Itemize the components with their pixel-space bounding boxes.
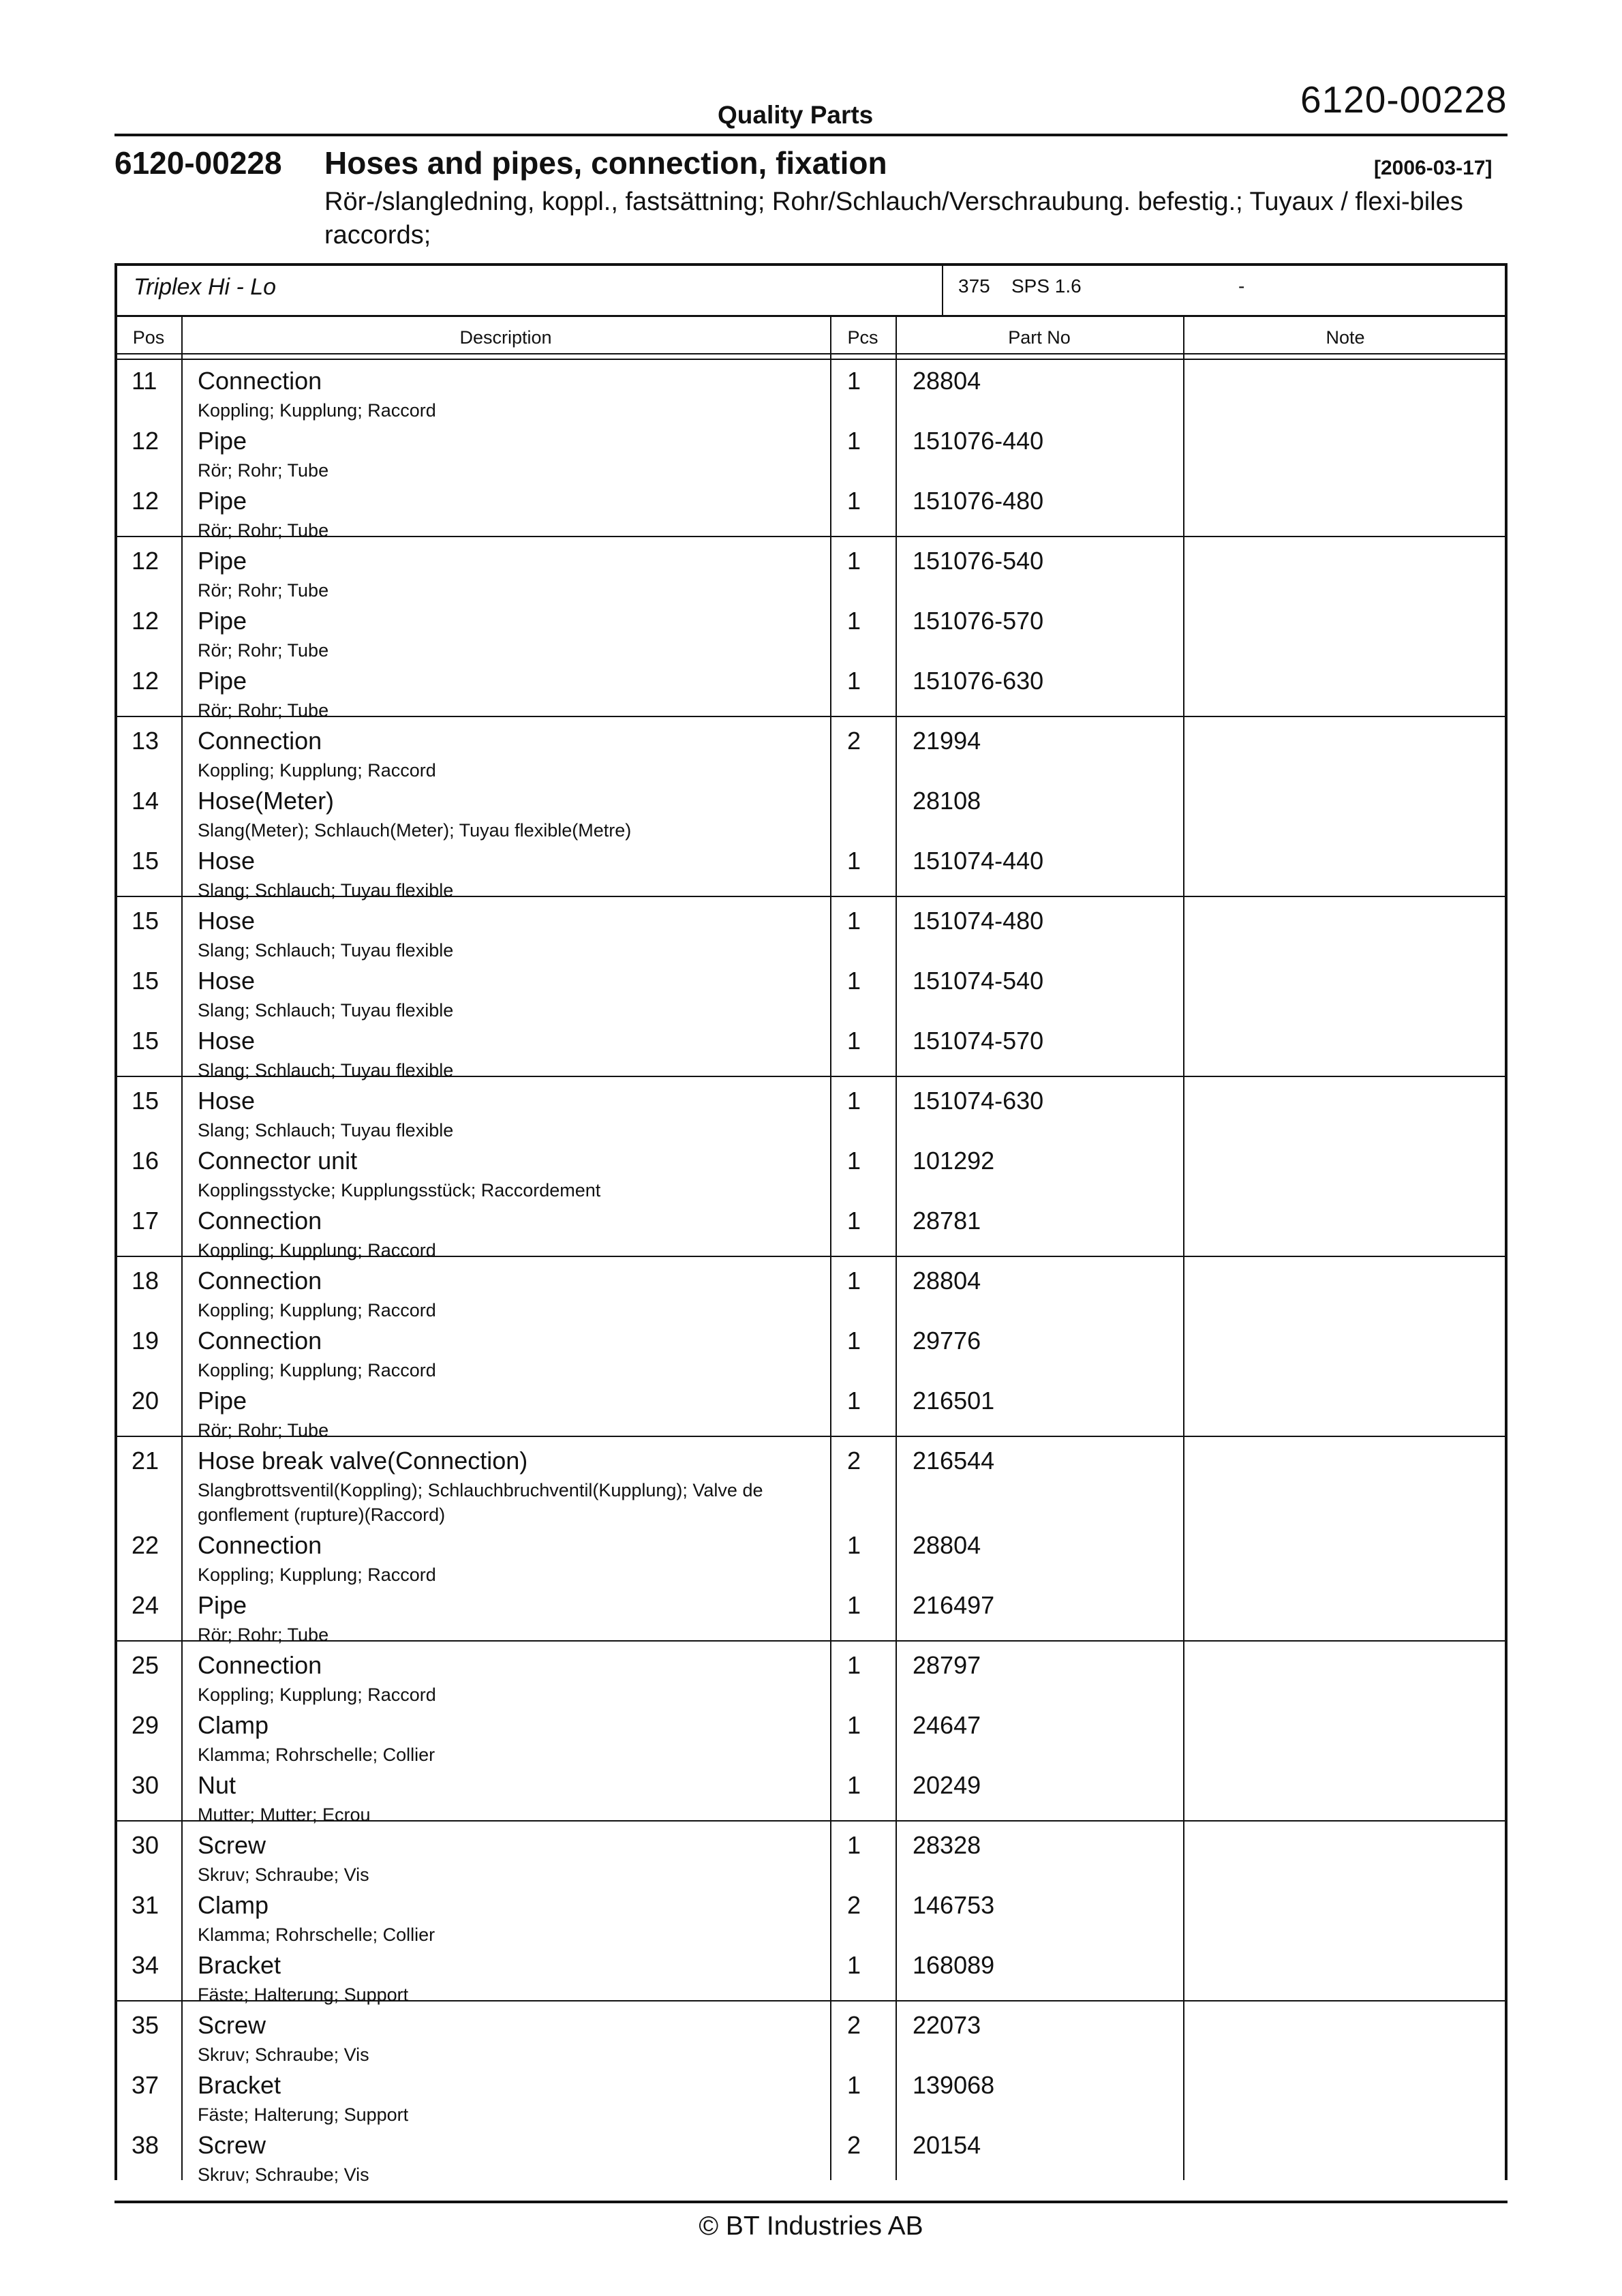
row-description-translation: Koppling; Kupplung; Raccord [198, 1300, 436, 1320]
row-pos: 22 [132, 1531, 159, 1559]
row-pcs: 1 [847, 1531, 861, 1559]
row-description: Pipe [198, 1387, 247, 1415]
column-divider-pcs [896, 315, 897, 2180]
row-description-translation: Rör; Rohr; Tube [198, 580, 329, 601]
row-pos: 13 [132, 727, 159, 755]
row-description: Bracket [198, 1951, 281, 1979]
row-part-no: 101292 [913, 1147, 995, 1175]
row-part-no: 151076-630 [913, 667, 1044, 695]
row-pos: 15 [132, 847, 159, 875]
column-header-pos: Pos [132, 327, 165, 348]
row-description: Connection [198, 1651, 322, 1679]
row-pos: 25 [132, 1651, 159, 1679]
row-description: Connector unit [198, 1147, 358, 1175]
model-sps: SPS 1.6 [1011, 275, 1082, 297]
column-header-part-no: Part No [1008, 327, 1071, 348]
row-pos: 12 [132, 667, 159, 695]
row-pcs: 1 [847, 1711, 861, 1739]
row-pos: 37 [132, 2071, 159, 2099]
row-pos: 31 [132, 1891, 159, 1919]
row-part-no: 216497 [913, 1591, 995, 1619]
row-pos: 12 [132, 427, 159, 455]
row-description: Connection [198, 1207, 322, 1235]
row-description: Connection [198, 367, 322, 395]
row-pos: 12 [132, 487, 159, 515]
row-description-translation: Skruv; Schraube; Vis [198, 1864, 369, 1885]
copyright-footer: © BT Industries AB [699, 2211, 923, 2241]
row-pcs: 2 [847, 1891, 861, 1919]
row-part-no: 21994 [913, 727, 981, 755]
row-description: Connection [198, 727, 322, 755]
row-part-no: 216501 [913, 1387, 995, 1415]
document-number: 6120-00228 [1300, 78, 1508, 121]
row-description-translation: Rör; Rohr; Tube [198, 1420, 329, 1440]
row-pcs: 1 [847, 1327, 861, 1355]
row-part-no: 151074-440 [913, 847, 1044, 875]
row-description-translation: Rör; Rohr; Tube [198, 1625, 329, 1645]
row-pos: 15 [132, 1087, 159, 1115]
row-description-translation: Slang; Schlauch; Tuyau flexible [198, 880, 454, 901]
column-divider-part-no [1183, 315, 1184, 2180]
row-description-translation: Slangbrottsventil(Koppling); Schlauchbruchventil(Kupplung); Valve de gonflement (rupture)(Raccord) [198, 1480, 763, 1525]
row-pcs: 1 [847, 1027, 861, 1055]
row-pcs: 2 [847, 727, 861, 755]
row-pcs: 1 [847, 967, 861, 995]
row-description: Connection [198, 1267, 322, 1295]
row-group-divider [114, 1076, 1508, 1077]
row-part-no: 28797 [913, 1651, 981, 1679]
row-description-translation: Koppling; Kupplung; Raccord [198, 1685, 436, 1705]
row-pos: 19 [132, 1327, 159, 1355]
row-pcs: 1 [847, 2071, 861, 2099]
row-description: Hose [198, 967, 256, 995]
row-description-translation: Klamma; Rohrschelle; Collier [198, 1744, 435, 1765]
row-group-divider [114, 2000, 1508, 2002]
row-part-no: 28804 [913, 1267, 981, 1295]
row-description-translation: Rör; Rohr; Tube [198, 640, 329, 661]
row-pos: 15 [132, 907, 159, 935]
row-description: Hose [198, 907, 256, 935]
row-description-translation: Klamma; Rohrschelle; Collier [198, 1924, 435, 1945]
row-part-no: 216544 [913, 1447, 995, 1475]
row-group-divider [114, 1436, 1508, 1437]
row-pcs: 2 [847, 2011, 861, 2039]
row-pcs: 1 [847, 607, 861, 635]
row-description: Bracket [198, 2071, 281, 2099]
row-description: Clamp [198, 1711, 269, 1739]
section-title-translation: Rör-/slangledning, koppl., fastsättning; Rohr/Schlauch/Verschraubung. befestig.; Tuyaux / flexi-biles raccords; [324, 187, 1463, 250]
row-description-translation: Rör; Rohr; Tube [198, 460, 329, 481]
column-divider-description [830, 315, 831, 2180]
row-part-no: 151076-440 [913, 427, 1044, 455]
column-header-pcs: Pcs [847, 327, 878, 348]
row-part-no: 168089 [913, 1951, 995, 1979]
row-description-translation: Skruv; Schraube; Vis [198, 2044, 369, 2065]
column-divider-pos [181, 315, 183, 2180]
header-row-divider-double [114, 359, 1508, 360]
row-description-translation: Skruv; Schraube; Vis [198, 2164, 369, 2185]
row-pos: 12 [132, 547, 159, 575]
footer-divider [114, 2201, 1508, 2203]
row-description-translation: Rör; Rohr; Tube [198, 520, 329, 541]
row-group-divider [114, 536, 1508, 537]
section-code: 6120-00228 [114, 145, 282, 181]
row-pos: 16 [132, 1147, 159, 1175]
row-description-translation: Koppling; Kupplung; Raccord [198, 1565, 436, 1585]
row-pcs: 1 [847, 667, 861, 695]
row-description: Nut [198, 1771, 236, 1799]
row-pcs: 1 [847, 547, 861, 575]
row-description-translation: Slang(Meter); Schlauch(Meter); Tuyau flexible(Metre) [198, 820, 632, 841]
column-header-description: Description [459, 327, 552, 348]
row-part-no: 20249 [913, 1771, 981, 1799]
row-group-divider [114, 1820, 1508, 1822]
row-description-translation: Koppling; Kupplung; Raccord [198, 400, 436, 421]
section-title: Hoses and pipes, connection, fixation [324, 145, 887, 181]
row-pos: 18 [132, 1267, 159, 1295]
row-description-translation: Mutter; Mutter; Ecrou [198, 1804, 371, 1825]
row-description: Hose [198, 847, 256, 875]
quality-parts-label: Quality Parts [718, 101, 874, 129]
row-part-no: 139068 [913, 2071, 995, 2099]
row-description: Screw [198, 2011, 266, 2039]
row-pcs: 1 [847, 1771, 861, 1799]
row-pcs: 1 [847, 847, 861, 875]
row-description-translation: Slang; Schlauch; Tuyau flexible [198, 1000, 454, 1021]
row-description: Hose [198, 1087, 256, 1115]
row-pos: 35 [132, 2011, 159, 2039]
row-description: Clamp [198, 1891, 269, 1919]
row-pcs: 1 [847, 367, 861, 395]
row-description-translation: Slang; Schlauch; Tuyau flexible [198, 1060, 454, 1081]
row-description: Hose(Meter) [198, 787, 335, 815]
row-description: Connection [198, 1327, 322, 1355]
row-description-translation: Rör; Rohr; Tube [198, 700, 329, 721]
row-pcs: 1 [847, 1591, 861, 1619]
row-part-no: 20154 [913, 2131, 981, 2159]
row-part-no: 28781 [913, 1207, 981, 1235]
row-pos: 12 [132, 607, 159, 635]
row-description: Screw [198, 2131, 266, 2159]
row-description: Pipe [198, 1591, 247, 1619]
row-part-no: 151074-630 [913, 1087, 1044, 1115]
row-part-no: 28804 [913, 367, 981, 395]
row-description-translation: Slang; Schlauch; Tuyau flexible [198, 1120, 454, 1141]
row-description: Pipe [198, 667, 247, 695]
row-pos: 34 [132, 1951, 159, 1979]
row-description-translation: Koppling; Kupplung; Raccord [198, 1240, 436, 1260]
row-part-no: 22073 [913, 2011, 981, 2039]
row-pos: 38 [132, 2131, 159, 2159]
row-pcs: 1 [847, 1651, 861, 1679]
row-description-translation: Fäste; Halterung; Support [198, 1984, 409, 2005]
row-pcs: 1 [847, 1087, 861, 1115]
row-group-divider [114, 716, 1508, 717]
row-pos: 11 [132, 367, 157, 395]
row-group-divider [114, 1256, 1508, 1257]
row-part-no: 151074-480 [913, 907, 1044, 935]
row-pos: 30 [132, 1831, 159, 1859]
row-part-no: 29776 [913, 1327, 981, 1355]
row-pos: 17 [132, 1207, 159, 1235]
row-description: Screw [198, 1831, 266, 1859]
row-pcs: 1 [847, 427, 861, 455]
row-group-divider [114, 1640, 1508, 1642]
row-part-no: 28328 [913, 1831, 981, 1859]
row-description: Pipe [198, 547, 247, 575]
row-description-translation: Kopplingsstycke; Kupplungsstück; Raccordement [198, 1180, 601, 1200]
row-part-no: 151076-570 [913, 607, 1044, 635]
row-pcs: 1 [847, 487, 861, 515]
row-part-no: 151074-570 [913, 1027, 1044, 1055]
row-pos: 24 [132, 1591, 159, 1619]
row-pos: 15 [132, 967, 159, 995]
row-pcs: 1 [847, 1147, 861, 1175]
row-pos: 30 [132, 1771, 159, 1799]
row-pcs: 2 [847, 2131, 861, 2159]
row-pcs: 1 [847, 1207, 861, 1235]
row-part-no: 24647 [913, 1711, 981, 1739]
row-description: Pipe [198, 487, 247, 515]
header-row-divider [114, 353, 1508, 354]
row-pcs: 2 [847, 1447, 861, 1475]
row-pcs: 1 [847, 1951, 861, 1979]
row-pos: 20 [132, 1387, 159, 1415]
model-divider [942, 266, 943, 315]
row-description: Connection [198, 1531, 322, 1559]
row-pcs: 1 [847, 907, 861, 935]
row-description-translation: Slang; Schlauch; Tuyau flexible [198, 940, 454, 961]
row-part-no: 146753 [913, 1891, 995, 1919]
row-part-no: 28108 [913, 787, 981, 815]
row-pos: 29 [132, 1711, 159, 1739]
row-part-no: 151076-480 [913, 487, 1044, 515]
row-pcs: 1 [847, 1267, 861, 1295]
row-pos: 15 [132, 1027, 159, 1055]
row-group-divider [114, 896, 1508, 897]
model-dash: - [1238, 275, 1245, 297]
row-description-translation: Koppling; Kupplung; Raccord [198, 760, 436, 781]
row-description: Pipe [198, 427, 247, 455]
model-row-divider [114, 315, 1508, 317]
row-description: Hose break valve(Connection) [198, 1447, 528, 1475]
row-part-no: 151074-540 [913, 967, 1044, 995]
row-pos: 21 [132, 1447, 159, 1475]
section-date: [2006-03-17] [1374, 157, 1493, 179]
row-pos: 14 [132, 787, 159, 815]
model-code: 375 [958, 275, 990, 297]
header-divider [114, 134, 1508, 136]
column-header-note: Note [1326, 327, 1365, 348]
model-name: Triplex Hi - Lo [134, 274, 277, 300]
row-pcs: 1 [847, 1387, 861, 1415]
row-description-translation: Koppling; Kupplung; Raccord [198, 1360, 436, 1380]
parts-table [114, 263, 1508, 2180]
row-description: Pipe [198, 607, 247, 635]
row-description: Hose [198, 1027, 256, 1055]
row-pcs: 1 [847, 1831, 861, 1859]
row-part-no: 28804 [913, 1531, 981, 1559]
row-part-no: 151076-540 [913, 547, 1044, 575]
row-description-translation: Fäste; Halterung; Support [198, 2104, 409, 2125]
